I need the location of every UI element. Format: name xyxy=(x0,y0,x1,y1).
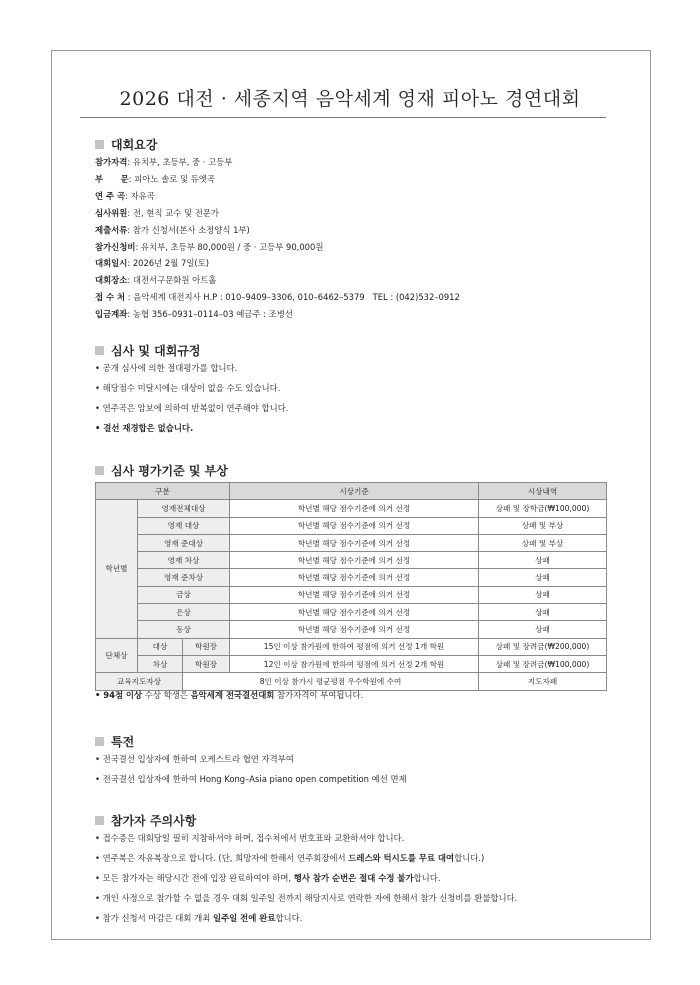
square-bullet-icon xyxy=(95,816,104,825)
overview-row xyxy=(95,306,460,323)
overview-key: 참가신청비 xyxy=(95,241,136,252)
overview-value: : 농협 356–0931–0114–03 예금주 : 조병선 xyxy=(127,309,293,320)
section-benefits-heading xyxy=(95,733,134,750)
notice-part: 일주일 전에 완료 xyxy=(213,913,276,923)
section-notice-label: 참가자 주의사항 xyxy=(111,814,197,828)
criterion-cell: 12인 이상 참가원에 한하여 평점에 의거 선정 2개 학원 xyxy=(230,655,479,672)
header-prize: 시상내역 xyxy=(479,483,607,500)
rules-list xyxy=(95,358,288,438)
prize-cell: 상패 xyxy=(479,552,607,569)
prize-cell: 상패 및 장려금(₩200,000) xyxy=(479,638,607,655)
criterion-cell: 학년별 해당 점수기준에 의거 선정 xyxy=(230,621,479,638)
criterion-cell: 학년별 해당 점수기준에 의거 선정 xyxy=(230,534,479,551)
table-row xyxy=(96,517,607,534)
overview-row xyxy=(95,171,460,188)
square-bullet-icon xyxy=(95,737,104,746)
prize-cell: 상패 xyxy=(479,621,607,638)
section-rules-heading xyxy=(95,342,201,359)
overview-row xyxy=(95,222,460,239)
benefit-item: • 전국결선 입상자에 한하여 Hong Kong–Asia piano open competition 예선 면제 xyxy=(95,774,407,784)
prize-cell: 상패 xyxy=(479,604,607,621)
notice-item xyxy=(95,868,517,888)
overview-value: : 참가 신청서(본사 소정양식 1부) xyxy=(127,224,250,235)
table-row xyxy=(96,586,607,603)
overview-value: : 전, 현직 교수 및 전문가 xyxy=(127,207,219,218)
criterion-cell: 학년별 해당 점수기준에 의거 선정 xyxy=(230,500,479,517)
overview-key: 참가자격 xyxy=(95,157,128,167)
overview-value: : 2026년 2월 7일(토) xyxy=(127,258,210,269)
award-cell: 영재 준대상 xyxy=(138,534,230,551)
prize-cell: 상패 xyxy=(479,586,607,603)
notice-part: 합니다.) xyxy=(454,853,485,863)
section-rules-label: 심사 및 대회규정 xyxy=(111,344,201,358)
group-student-cell: 학년별 xyxy=(96,500,138,638)
overview-list xyxy=(95,154,460,323)
overview-key: 접 수 처 xyxy=(95,292,126,303)
note-part: • 94점 이상 xyxy=(95,690,143,700)
award-cell: 동상 xyxy=(138,621,230,638)
prize-cell: 상패 및 부상 xyxy=(479,517,607,534)
award-cell: 영재 차상 xyxy=(138,552,230,569)
table-row xyxy=(96,604,607,621)
overview-row xyxy=(95,255,460,272)
overview-row xyxy=(95,239,460,256)
overview-row xyxy=(95,188,460,205)
overview-key: 연 주 곡 xyxy=(95,190,126,201)
section-criteria-heading xyxy=(95,462,228,479)
overview-key: 입금계좌 xyxy=(95,309,128,320)
rule-item: • 연주곡은 암보에 의하여 반복없이 연주해야 합니다. xyxy=(95,403,289,413)
overview-row xyxy=(95,272,460,289)
table-note xyxy=(95,689,363,701)
table-row xyxy=(96,500,607,517)
notice-list xyxy=(95,828,517,928)
award-cell: 교육지도자상 xyxy=(96,673,183,690)
overview-key: 제출서류 xyxy=(95,224,128,235)
award-cell: 영재 대상 xyxy=(138,517,230,534)
criterion-cell: 학년별 해당 점수기준에 의거 선정 xyxy=(230,569,479,586)
title-divider xyxy=(80,117,606,118)
criterion-cell: 학년별 해당 점수기준에 의거 선정 xyxy=(230,552,479,569)
table-row xyxy=(96,569,607,586)
notice-item: • 접수증은 대회당일 필히 지참하셔야 하며, 접수처에서 번호표와 교환하셔야 합니다. xyxy=(95,833,405,843)
prize-cell: 상패 xyxy=(479,569,607,586)
prize-cell: 상패 및 장학금(₩100,000) xyxy=(479,500,607,517)
section-overview-heading xyxy=(95,136,157,153)
notice-part: • 모든 참가자는 해당시간 전에 입장 완료하여야 하며, xyxy=(95,873,294,883)
overview-row xyxy=(95,289,460,306)
recipient-cell: 학원장 xyxy=(183,638,230,655)
page-title: 2026 대전 · 세종지역 음악세계 영재 피아노 경연대회 xyxy=(119,88,581,110)
prize-cell: 상패 및 부상 xyxy=(479,534,607,551)
note-part: 참가자격이 부여됩니다. xyxy=(274,690,364,700)
award-cell: 대상 xyxy=(138,638,183,655)
header-criterion: 시상기준 xyxy=(230,483,479,500)
notice-item xyxy=(95,848,517,868)
rule-item: • 공개 심사에 의한 절대평가를 합니다. xyxy=(95,363,238,373)
benefits-list xyxy=(95,749,407,789)
criterion-cell: 8인 이상 참가시 평균평점 우수학원에 수여 xyxy=(183,673,479,690)
notice-part: • 연주복은 자유복장으로 합니다. (단, 희망자에 한해서 연주회장에서 xyxy=(95,853,349,863)
section-criteria-label: 심사 평가기준 및 부상 xyxy=(111,464,228,478)
square-bullet-icon xyxy=(95,346,104,355)
table-row xyxy=(96,673,607,690)
note-part: 음악세계 전국결선대회 xyxy=(190,690,275,700)
square-bullet-icon xyxy=(95,466,104,475)
table-row xyxy=(96,655,607,672)
notice-part: 드레스와 턱시도를 무료 대여 xyxy=(348,853,455,863)
notice-part: 합니다. xyxy=(275,913,303,923)
criterion-cell: 학년별 해당 점수기준에 의거 선정 xyxy=(230,586,479,603)
overview-value: : 유치부, 초등부, 중 · 고등부 xyxy=(127,157,233,167)
notice-item xyxy=(95,908,517,928)
overview-key: 심사위원 xyxy=(95,207,128,218)
section-benefits-label: 특전 xyxy=(111,735,135,749)
overview-row xyxy=(95,205,460,222)
notice-item: • 개인 사정으로 참가할 수 없을 경우 대회 일주일 전까지 해당지사로 연락한 자에 한해서 참가 신청비를 환불합니다. xyxy=(95,893,518,903)
overview-value: : 유치부, 초등부 80,000원 / 중 · 고등부 90,000원 xyxy=(135,241,324,252)
overview-row xyxy=(95,154,460,171)
rule-item: • 결선 재경합은 없습니다. xyxy=(95,423,194,433)
note-part: 수상 학생은 xyxy=(142,690,191,700)
overview-value: : 자유곡 xyxy=(125,190,155,201)
section-notice-heading xyxy=(95,812,196,829)
prize-cell: 상패 및 장려금(₩100,000) xyxy=(479,655,607,672)
table-row xyxy=(96,552,607,569)
overview-value: : 음악세계 대전지사 H.P : 010–9409–3306, 010–6462–5379 TEL : (042)532–0912 xyxy=(125,292,460,303)
award-cell: 금상 xyxy=(138,586,230,603)
award-cell: 차상 xyxy=(138,655,183,672)
notice-part: 합니다. xyxy=(413,873,441,883)
section-overview-label: 대회요강 xyxy=(111,138,158,152)
square-bullet-icon xyxy=(95,140,104,149)
table-row xyxy=(96,534,607,551)
overview-key: 부 문 xyxy=(95,173,129,184)
rule-item: • 해당점수 미달시에는 대상이 없을 수도 있습니다. xyxy=(95,383,281,393)
award-cell: 영재전체대상 xyxy=(138,500,230,517)
award-cell: 은상 xyxy=(138,604,230,621)
notice-part: • 참가 신청서 마감은 대회 개최 xyxy=(95,913,213,923)
recipient-cell: 학원장 xyxy=(183,655,230,672)
notice-part: 행사 참가 순번은 절대 수정 불가 xyxy=(293,873,414,883)
award-cell: 영재 준차상 xyxy=(138,569,230,586)
overview-value: : 피아노 솔로 및 듀엣곡 xyxy=(128,173,215,184)
award-criteria-table xyxy=(95,482,607,691)
overview-key: 대회일시 xyxy=(95,258,128,269)
benefit-item: • 전국결선 입상자에 한하여 오케스트라 협연 자격부여 xyxy=(95,754,294,764)
table-header-row xyxy=(96,483,607,500)
criterion-cell: 학년별 해당 점수기준에 의거 선정 xyxy=(230,604,479,621)
table-row xyxy=(96,638,607,655)
group-team-cell: 단체상 xyxy=(96,638,138,673)
overview-key: 대회장소 xyxy=(95,275,128,286)
prize-cell: 지도자패 xyxy=(479,673,607,690)
overview-value: : 대전서구문화원 아트홀 xyxy=(127,275,217,286)
criterion-cell: 학년별 해당 점수기준에 의거 선정 xyxy=(230,517,479,534)
criterion-cell: 15인 이상 참가원에 한하여 평점에 의거 선정 1개 학원 xyxy=(230,638,479,655)
table-row xyxy=(96,621,607,638)
header-category: 구분 xyxy=(96,483,230,500)
